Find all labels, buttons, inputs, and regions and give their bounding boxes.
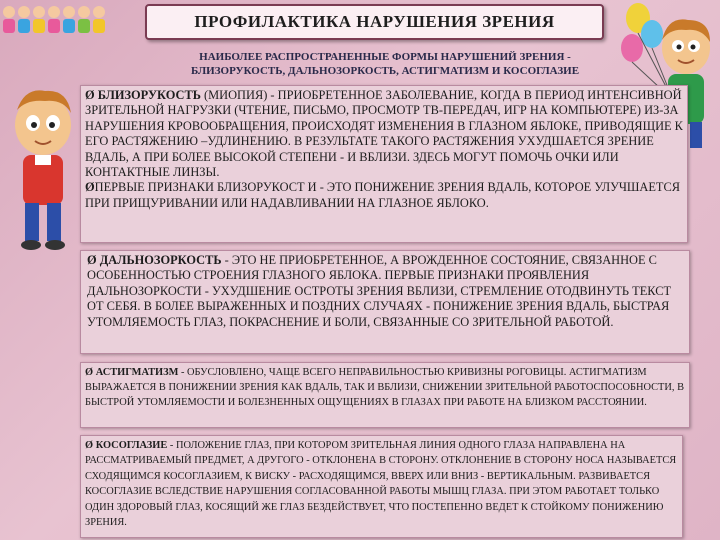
strabismus-panel bbox=[80, 435, 683, 538]
page-title: ПРОФИЛАКТИКА НАРУШЕНИЯ ЗРЕНИЯ bbox=[194, 12, 555, 31]
kid-figure bbox=[2, 6, 16, 36]
myopia-panel bbox=[80, 85, 688, 243]
myopia-signs-text: - ЭТО ПОНИЖЕНИЕ ЗРЕНИЯ ВДАЛЬ, КОТОРОЕ УЛУЧШАЕТСЯ ПРИ ПРИЩУРИВАНИИ ИЛИ НАДАВЛИВАНИИ НА ГЛАЗНОЕ ЯБЛОКО. bbox=[85, 180, 681, 210]
hyperopia-text: - ЭТО НЕ ПРИОБРЕТЕННОЕ, А ВРОЖДЕННОЕ СОСТОЯНИЕ, СВЯЗАННОЕ С ОСОБЕННОСТЬЮ СТРОЕНИЯ ГЛАЗНОГО ЯБЛОКА. ПЕРВЫЕ ПРИЗНАКИ ПРОЯВЛЕНИЯ ДАЛЬНОЗОРКОСТИ - УХУДШЕНИЕ ОСТРОТЫ ЗРЕНИЯ ВБЛИЗИ, СТРЕМЛЕНИЕ ОТОДВИНУТЬ ТЕКСТ ОТ СЕБЯ. В БОЛЕЕ ВЫРАЖЕННЫХ И ПОЗДНИХ СЛУЧАЯХ - ПОНИЖЕНИЕ ЗРЕНИЯ ВДАЛЬ, БЫСТРАЯ УТОМЛЯЕМОСТЬ ГЛАЗ, ПОКРАСНЕНИЕ И БОЛИ, СВЯЗАННЫЕ СО ЗРИТЕЛЬНОЙ РАБОТОЙ. bbox=[87, 253, 672, 329]
kids-decoration bbox=[0, 0, 110, 40]
myopia-term: БЛИЗОРУКОСТЬ bbox=[97, 88, 201, 102]
astigmatism-text: - ОБУСЛОВЛЕНО, ЧАЩЕ ВСЕГО НЕПРАВИЛЬНОСТЬЮ КРИВИЗНЫ РОГОВИЦЫ. АСТИГМАТИЗМ ВЫРАЖАЕТСЯ В ПОНИЖЕНИИ ЗРЕНИЯ КАК ВДАЛЬ, ТАК И ВБЛИЗИ, СНИЖЕНИИ ЗРИТЕЛЬНОЙ РАБОТОСПОСОБНОСТИ, В БЫСТРОЙ УТОМЛЯЕМОСТИ И БОЛЕЗНЕННЫХ ОЩУЩЕНИЯХ В ГЛАЗАХ ПРИ РАБОТЕ НА БЛИЗКОМ РАССТОЯНИИ. bbox=[85, 367, 685, 408]
bullet-arrow-icon: Ø bbox=[85, 440, 94, 451]
hyperopia-panel bbox=[80, 250, 690, 354]
strabismus-term: КОСОГЛАЗИЕ bbox=[95, 440, 168, 451]
cartoon-boy-illustration bbox=[5, 85, 80, 255]
kid-figure bbox=[77, 6, 91, 36]
myopia-signs-term: ПЕРВЫЕ ПРИЗНАКИ БЛИЗОРУКОСТ И bbox=[94, 180, 317, 195]
kid-figure bbox=[17, 6, 31, 36]
strabismus-text: - ПОЛОЖЕНИЕ ГЛАЗ, ПРИ КОТОРОМ ЗРИТЕЛЬНАЯ ЛИНИЯ ОДНОГО ГЛАЗА НАПРАВЛЕНА НА РАССМАТРИВАЕМЫЙ ПРЕДМЕТ, А ДРУГОГО - ОТКЛОНЕНА В СТОРОНУ. ОТКЛОНЕНИЕ В СТОРОНУ НОСА НАЗЫВАЕТСЯ СХОДЯЩИМСЯ КОСОГЛАЗИЕМ, К ВИСКУ - РАСХОДЯЩИМСЯ, ВВЕРХ ИЛИ ВНИЗ - ВЕРТИКАЛЬНЫМ. РАЗВИВАЕТСЯ КОСОГЛАЗИЕ ВСЛЕДСТВИЕ НАРУШЕНИЯ СОГЛАСОВАННОЙ РАБОТЫ МЫШЦ ГЛАЗА. ПРИ ЭТОМ РАБОТАЕТ ТОЛЬКО ОДИН ЗДОРОВЫЙ ГЛАЗ, КОСЯЩИЙ ЖЕ ГЛАЗ БЕЗДЕЙСТВУЕТ, ЧТО ПОСТЕПЕННО ВЕДЕТ К СТОЙКОМУ ПОНИЖЕНИЮ ЗРЕНИЯ. bbox=[85, 440, 677, 529]
astigmatism-panel bbox=[80, 362, 690, 428]
kid-figure bbox=[92, 6, 106, 36]
myopia-text: (МИОПИЯ) - ПРИОБРЕТЕННОЕ ЗАБОЛЕВАНИЕ, КОГДА В ПЕРИОД ИНТЕНСИВНОЙ ЗРИТЕЛЬНОЙ НАГРУЗКИ (ЧТЕНИЕ, ПИСЬМО, ПРОСМОТР ТВ-ПЕРЕДАЧ, ИГР НА КОМПЬЮТЕРЕ) ИЗ-ЗА НАРУШЕНИЯ КРОВООБРАЩЕНИЯ, ПРОИСХОДЯТ ИЗМЕНЕНИЯ В ГЛАЗНОМ ЯБЛОКЕ, ПРИВОДЯЩИЕ К ЕГО РАСТЯЖЕНИЮ –УДЛИНЕНИЮ. В РЕЗУЛЬТАТЕ ТАКОГО РАСТЯЖЕНИЯ УХУДШАЕТСЯ ЗРЕНИЕ ВДАЛЬ, А ПРИ БОЛЕЕ ВЫСОКОЙ СТЕПЕНИ - И ВБЛИЗИ. ЗДЕСЬ МОГУТ ПОМОЧЬ ОЧКИ ИЛИ КОНТАКТНЫЕ ЛИНЗЫ. bbox=[85, 88, 683, 180]
subtitle-line-2: БЛИЗОРУКОСТЬ, ДАЛЬНОЗОРКОСТЬ, АСТИГМАТИЗМ И КОСОГЛАЗИЕ bbox=[190, 65, 580, 77]
subtitle bbox=[135, 50, 635, 78]
title-box bbox=[145, 4, 604, 40]
astigmatism-term: АСТИГМАТИЗМ bbox=[95, 367, 179, 378]
bullet-arrow-icon: Ø bbox=[85, 88, 95, 102]
hyperopia-term: ДАЛЬНОЗОРКОСТЬ bbox=[99, 253, 222, 267]
kid-figure bbox=[47, 6, 61, 36]
bullet-arrow-icon: Ø bbox=[85, 367, 94, 378]
subtitle-line-1: НАИБОЛЕЕ РАСПРОСТРАНЕННЫЕ ФОРМЫ НАРУШЕНИЙ ЗРЕНИЯ - bbox=[199, 51, 571, 63]
bullet-arrow-icon: Ø bbox=[85, 180, 95, 195]
kid-figure bbox=[62, 6, 76, 36]
kid-figure bbox=[32, 6, 46, 36]
bullet-arrow-icon: Ø bbox=[87, 253, 97, 267]
